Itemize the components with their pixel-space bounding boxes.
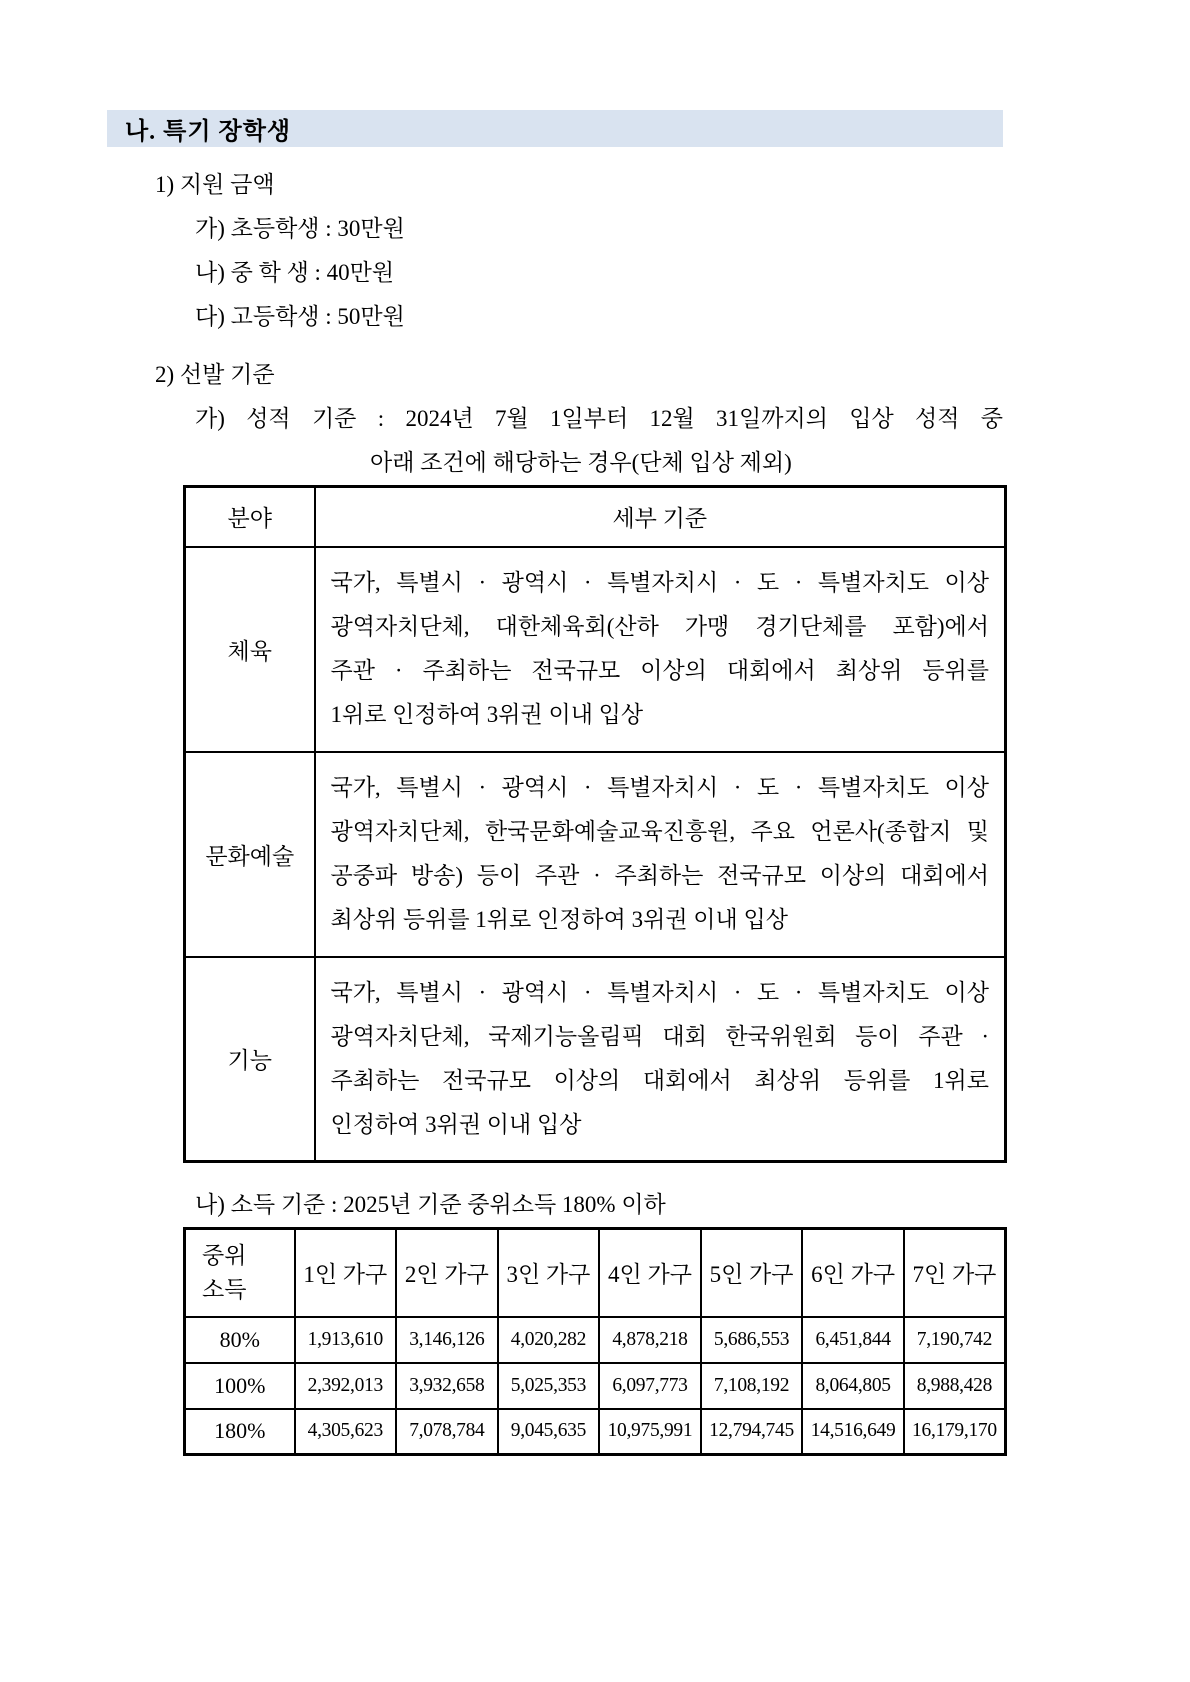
detail-cell [315, 752, 1006, 957]
income-value-cell: 6,451,844 [802, 1317, 904, 1363]
income-value-cell: 2,392,013 [295, 1363, 397, 1409]
income-row-label: 100% [185, 1363, 295, 1409]
criteria-row-sports [185, 547, 1006, 752]
income-row-100 [185, 1363, 1006, 1409]
detail-line: 주최하는 전국규모 이상의 대회에서 최상위 등위를 1위로 [330, 1067, 989, 1093]
detail-line: 최상위 등위를 1위로 인정하여 3위권 이내 입상 [330, 907, 788, 932]
household-column-header: 4인 가구 [599, 1229, 701, 1317]
corner-header-cell [185, 1229, 295, 1317]
income-value-cell: 14,516,649 [802, 1409, 904, 1455]
corner-header-line: 중위 [202, 1242, 247, 1268]
income-value-cell: 12,794,745 [701, 1409, 803, 1455]
document-page [107, 110, 1003, 1456]
income-value-cell: 10,975,991 [599, 1409, 701, 1455]
section-header [107, 110, 1003, 147]
detail-line: 공중파 방송) 등이 주관 · 주최하는 전국규모 이상의 대회에서 [330, 863, 989, 888]
detail-cell [315, 957, 1006, 1162]
category-cell: 문화예술 [185, 752, 315, 957]
detail-line: 국가, 특별시 · 광역시 · 특별자치시 · 도 · 특별자치도 이상 [330, 775, 989, 800]
income-value-cell: 16,179,170 [904, 1409, 1006, 1455]
grade-criteria-continuation: 아래 조건에 해당하는 경우(단체 입상 제외) [370, 450, 792, 475]
detail-line: 국가, 특별시 · 광역시 · 특별자치시 · 도 · 특별자치도 이상 [330, 979, 989, 1005]
category-cell: 체육 [185, 547, 315, 752]
income-table [183, 1227, 1007, 1456]
detail-line: 1위로 인정하여 3위권 이내 입상 [330, 702, 644, 727]
detail-line: 광역자치단체, 한국문화예술교육진흥원, 주요 언론사(종합지 및 [330, 819, 989, 844]
income-row-label: 180% [185, 1409, 295, 1455]
income-value-cell: 5,686,553 [701, 1317, 803, 1363]
income-value-cell: 7,108,192 [701, 1363, 803, 1409]
household-column-header: 6인 가구 [802, 1229, 904, 1317]
detail-cell [315, 547, 1006, 752]
corner-header-line: 소득 [202, 1276, 247, 1302]
income-value-cell: 4,305,623 [295, 1409, 397, 1455]
household-column-header: 7인 가구 [904, 1229, 1006, 1317]
income-value-cell: 3,932,658 [396, 1363, 498, 1409]
income-value-cell: 7,190,742 [904, 1317, 1006, 1363]
household-column-header: 2인 가구 [396, 1229, 498, 1317]
household-column-header: 5인 가구 [701, 1229, 803, 1317]
income-value-cell: 4,020,282 [498, 1317, 600, 1363]
support-item-high: 다) 고등학생 : 50만원 [195, 304, 405, 329]
household-column-header: 1인 가구 [295, 1229, 397, 1317]
income-row-80 [185, 1317, 1006, 1363]
grade-criteria-line: 가) 성적 기준 : 2024년 7월 1일부터 12월 31일까지의 입상 성적 중 [195, 406, 1003, 431]
detail-line: 주관 · 주최하는 전국규모 이상의 대회에서 최상위 등위를 [330, 658, 989, 683]
household-column-header: 3인 가구 [498, 1229, 600, 1317]
detail-line: 인정하여 3위권 이내 입상 [330, 1111, 582, 1137]
income-value-cell: 3,146,126 [396, 1317, 498, 1363]
detail-line: 광역자치단체, 대한체육회(산하 가맹 경기단체를 포함)에서 [330, 614, 989, 639]
support-item-elementary: 가) 초등학생 : 30만원 [195, 216, 405, 241]
income-value-cell: 8,064,805 [802, 1363, 904, 1409]
income-row-label: 80% [185, 1317, 295, 1363]
support-amount-heading: 1) 지원 금액 [155, 172, 275, 197]
income-value-cell: 4,878,218 [599, 1317, 701, 1363]
income-value-cell: 1,913,610 [295, 1317, 397, 1363]
income-criteria-heading: 나) 소득 기준 : 2025년 기준 중위소득 180% 이하 [195, 1192, 666, 1217]
category-cell: 기능 [185, 957, 315, 1162]
income-header-row [185, 1229, 1006, 1317]
criteria-table [183, 485, 1007, 1163]
section-title: 나. 특기 장학생 [125, 119, 292, 145]
income-value-cell: 6,097,773 [599, 1363, 701, 1409]
detail-header-cell: 세부 기준 [315, 487, 1006, 547]
income-value-cell: 8,988,428 [904, 1363, 1006, 1409]
income-value-cell: 9,045,635 [498, 1409, 600, 1455]
criteria-row-culture-arts [185, 752, 1006, 957]
criteria-header-row [185, 487, 1006, 547]
income-value-cell: 7,078,784 [396, 1409, 498, 1455]
detail-line: 광역자치단체, 국제기능올림픽 대회 한국위원회 등이 주관 · [330, 1023, 989, 1049]
detail-line: 국가, 특별시 · 광역시 · 특별자치시 · 도 · 특별자치도 이상 [330, 570, 989, 595]
income-value-cell: 5,025,353 [498, 1363, 600, 1409]
selection-criteria-heading: 2) 선발 기준 [155, 362, 275, 387]
income-row-180 [185, 1409, 1006, 1455]
criteria-row-skills [185, 957, 1006, 1162]
support-item-middle: 나) 중 학 생 : 40만원 [195, 260, 395, 285]
field-header-cell: 분야 [185, 487, 315, 547]
